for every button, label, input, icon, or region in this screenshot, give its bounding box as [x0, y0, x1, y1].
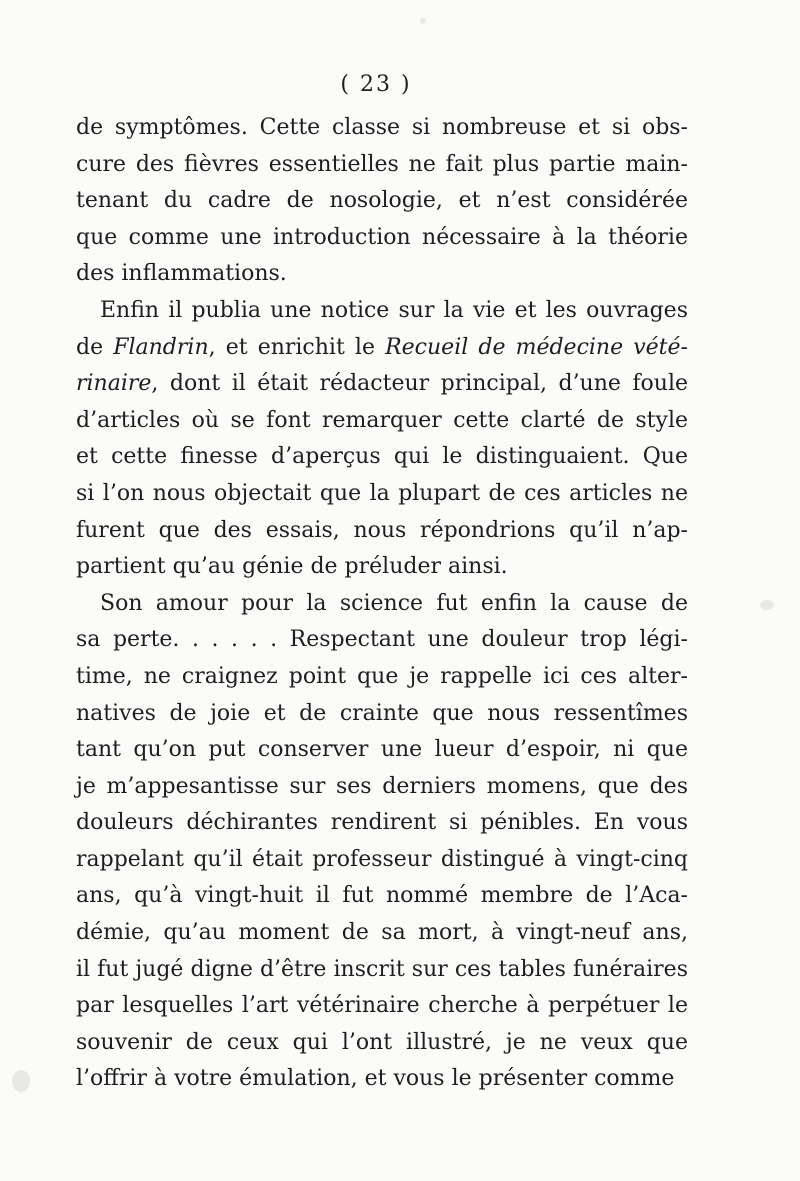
text-run: de: [76, 334, 114, 360]
text-line: souvenir de ceux qui l’ont illustré, je ne veux que: [76, 1029, 688, 1055]
paper-speck: [12, 1070, 30, 1092]
text-line: douleurs déchirantes rendirent si pénibles. En vous: [76, 810, 688, 836]
text-line: tenant du cadre de nosologie, et n’est considérée: [76, 188, 688, 214]
text-line: time, ne craignez point que je rappelle ici ces alter-: [76, 663, 688, 689]
text-block: [76, 60, 688, 1098]
text-line: [76, 366, 688, 403]
page-number: ( 23 ): [340, 72, 412, 97]
text-line: l’offrir à votre émulation, et vous le présenter comme: [76, 1066, 675, 1092]
text-line: tant qu’on put conserver une lueur d’espoir, ni que: [76, 737, 688, 763]
text-line: Son amour pour la science fut enfin la cause de: [100, 590, 688, 616]
text-line: par lesquelles l’art vétérinaire cherche à perpétuer le: [76, 993, 688, 1019]
text-line: natives de joie et de crainte que nous ressentîmes: [76, 700, 688, 726]
text-line: partient qu’au génie de préluder ainsi.: [76, 554, 508, 580]
text-line: [76, 330, 688, 367]
text-run: , et enrichit le: [208, 334, 386, 360]
text-line: sa perte. . . . . . Respectant une douleur trop légi-: [76, 627, 688, 653]
text-line: de symptômes. Cette classe si nombreuse et si obs-: [76, 115, 688, 140]
text-line: ans, qu’à vingt-huit il fut nommé membre de l’Aca-: [76, 883, 688, 909]
text-run: , dont il était rédacteur principal, d’une foule: [151, 371, 688, 397]
text-line: il fut jugé digne d’être inscrit sur ces tables funéraires: [76, 956, 688, 982]
text-line: que comme une introduction nécessaire à la théorie: [76, 224, 688, 250]
italic-title: Flandrin: [113, 334, 209, 360]
text-line: des inflammations.: [76, 261, 287, 287]
italic-title: rinaire: [76, 371, 152, 397]
text-line: je m’appesantisse sur ses derniers momens, que des: [76, 773, 688, 799]
italic-title: Recueil de médecine vété-: [385, 334, 688, 360]
paper-speck: [420, 18, 426, 24]
text-line: rappelant qu’il était professeur distingué à vingt-cinq: [76, 846, 688, 872]
text-line: cure des fièvres essentielles ne fait plus partie main-: [76, 151, 688, 177]
text-line: si l’on nous objectait que la plupart de ces articles ne: [76, 480, 688, 506]
text-line: et cette finesse d’aperçus qui le distinguaient. Que: [76, 444, 688, 470]
text-line: d’articles où se font remarquer cette clarté de style: [76, 407, 688, 433]
text-line: Enfin il publia une notice sur la vie et les ouvrages: [100, 297, 688, 323]
paper-speck: [760, 600, 774, 610]
body-text: [76, 110, 688, 1098]
text-line: furent que des essais, nous répondrions qu’il n’ap-: [76, 517, 688, 543]
text-line: démie, qu’au moment de sa mort, à vingt-neuf ans,: [76, 920, 688, 946]
